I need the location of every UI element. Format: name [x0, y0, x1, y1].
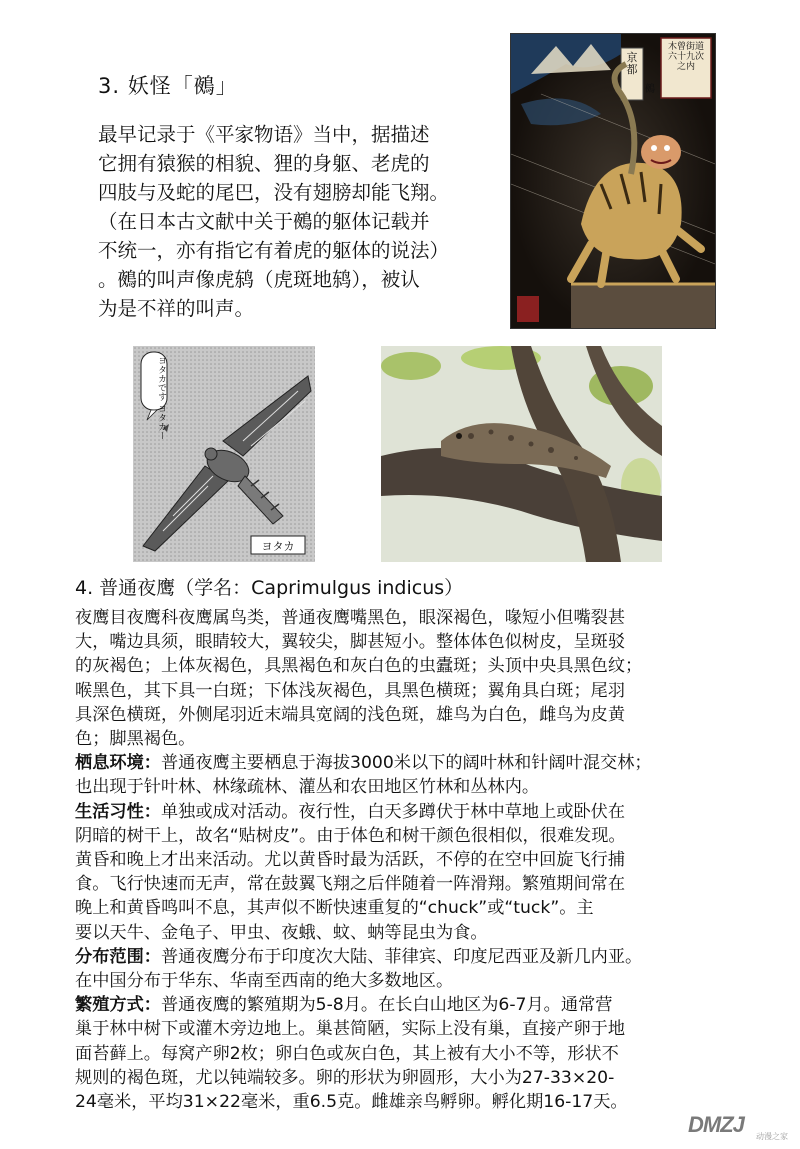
section4-line	[75, 800, 755, 824]
line-text: 喉黑色，其下具一白斑；下体浅灰褐色，具黑色横斑；翼角具白斑；尾羽	[75, 680, 626, 701]
section3-line: 不统一，亦有指它有着虎的躯体的说法）	[98, 239, 450, 262]
section3-line: 最早记录于《平家物语》当中，据描述	[98, 123, 430, 146]
section4-line	[75, 824, 755, 848]
line-text: 规则的褐色斑，尤以钝端较多。卵的形状为卵圆形，大小为27-33×20-	[75, 1067, 615, 1088]
section4-line	[75, 654, 755, 678]
habits-label: 生活习性：	[75, 801, 161, 822]
section3-heading: 3. 妖怪「鵺」	[98, 74, 238, 98]
line-text: 大，嘴边具须，眼睛较大，翼较尖，脚甚短小。整体体色似树皮，呈斑驳	[75, 632, 626, 653]
line-text: 晚上和黄昏鸣叫不息，其声似不断快速重复的“chuck”或“tuck”。主	[75, 898, 594, 919]
section3-line: 它拥有猿猴的相貌、狸的身躯、老虎的	[98, 152, 430, 175]
section4-line	[75, 727, 755, 751]
line-text: 要以天牛、金龟子、甲虫、夜蛾、蚊、蚋等昆虫为食。	[75, 922, 488, 943]
manga-caption-box: ヨタカ	[261, 540, 295, 553]
section4-line	[75, 896, 755, 920]
section4-line	[75, 848, 755, 872]
watermark-logo: DMZJ	[688, 1112, 744, 1137]
line-text: 黄昏和晚上才出来活动。尤以黄昏时最为活跃，不停的在空中回旋飞行捕	[75, 850, 626, 871]
nue-illustration	[511, 34, 715, 328]
section3-body	[98, 120, 478, 323]
section4-line	[75, 1090, 755, 1114]
section3-line: （在日本古文献中关于鵺的躯体记载并	[98, 210, 430, 233]
dmzj-watermark	[688, 1108, 792, 1142]
line-text: 普通夜鹰主要栖息于海拔3000米以下的阔叶林和针阔叶混交林；	[160, 753, 652, 774]
manga-speech-bubble: ヨタカです ヨタカー	[156, 356, 166, 440]
section4-line	[75, 1042, 755, 1066]
line-text: 阴暗的树干上，故名“贴树皮”。由于体色和树干颜色很相似，很难发现。	[75, 825, 626, 846]
line-text: 在中国分布于华东、华南至西南的绝大多数地区。	[75, 971, 454, 992]
section4-line	[75, 630, 755, 654]
line-text: 夜鹰目夜鹰科夜鹰属鸟类，普通夜鹰嘴黑色，眼深褐色，喙短小但嘴裂甚	[75, 608, 626, 628]
section4-line	[75, 775, 755, 799]
line-text: 具深色横斑，外侧尾羽近末端具宽阔的浅色斑，雄鸟为白色，雌鸟为皮黄	[75, 704, 626, 725]
section4-line	[75, 606, 755, 630]
section3-line: 。鵺的叫声像虎鸫（虎斑地鸫），被认	[98, 268, 420, 291]
manga-nightjar-panel	[133, 346, 315, 562]
section4-line	[75, 1017, 755, 1041]
section4-body	[75, 606, 755, 1114]
section4-line	[75, 945, 755, 969]
print-name-label: 鵺	[645, 84, 655, 95]
nue-ukiyoe-print	[510, 33, 716, 329]
line-text: 24毫米，平均31×22毫米，重6.5克。雌雄亲鸟孵卵。孵化期16-17天。	[75, 1092, 628, 1113]
section4-line	[75, 751, 755, 775]
line-text: 普通夜鹰分布于印度次大陆、菲律宾、印度尼西亚及新几内亚。	[160, 946, 643, 967]
distribution-label: 分布范围：	[75, 946, 161, 967]
line-text: 巢于林中树下或灌木旁边地上。巢甚简陋，实际上没有巢，直接产卵于地	[75, 1019, 626, 1040]
nightjar-on-branch-photo	[381, 346, 662, 562]
line-text: 食。飞行快速而无声，常在鼓翼飞翔之后伴随着一阵滑翔。繁殖期间常在	[75, 874, 626, 895]
section3-line: 四肢与及蛇的尾巴，没有翅膀却能飞翔。	[98, 181, 450, 204]
line-text: 普通夜鹰的繁殖期为5-8月。在长白山地区为6-7月。通常营	[160, 995, 613, 1016]
section4-line	[75, 1066, 755, 1090]
nightjar-photo	[381, 346, 662, 562]
line-text: 的灰褐色；上体灰褐色，具黑褐色和灰白色的虫蠹斑；头顶中央具黑色纹；	[75, 656, 643, 677]
print-place-label: 京都	[626, 51, 638, 76]
line-text: 色；脚黑褐色。	[75, 729, 196, 750]
section4-line	[75, 969, 755, 993]
section4-line	[75, 993, 755, 1017]
print-cartouche-title: 木曾街道六十九次之内	[667, 42, 704, 72]
section4-line	[75, 703, 755, 727]
line-text: 面苔藓上。每窝产卵2枚；卵白色或灰白色，其上被有大小不等，形状不	[75, 1043, 619, 1064]
breeding-label: 繁殖方式：	[75, 995, 161, 1016]
section4-line	[75, 679, 755, 703]
section3-line: 为是不祥的叫声。	[98, 297, 255, 320]
line-text: 单独或成对活动。夜行性，白天多蹲伏于林中草地上或卧伏在	[160, 801, 626, 822]
watermark-subtitle: 动漫之家	[756, 1132, 788, 1141]
section4-heading: 4. 普通夜鹰（学名：Caprimulgus indicus）	[75, 577, 464, 599]
line-text: 也出现于针叶林、林缘疏林、灌丛和农田地区竹林和丛林内。	[75, 777, 540, 798]
habitat-label: 栖息环境：	[75, 753, 161, 774]
section4-line	[75, 921, 755, 945]
section4-line	[75, 872, 755, 896]
